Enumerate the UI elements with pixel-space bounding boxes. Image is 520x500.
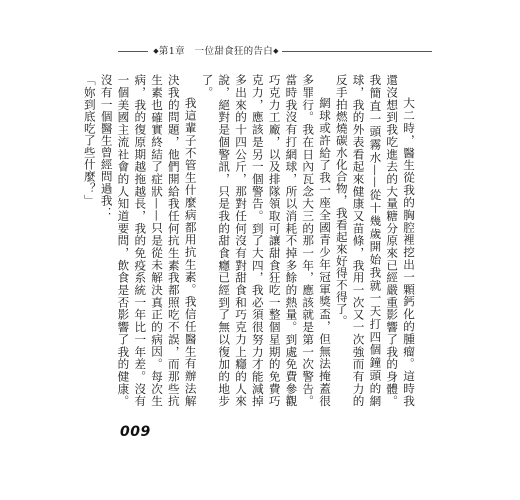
running-header (150, 43, 282, 60)
paragraph-3: 我這輩子不管生什麼病都用抗生素。我信任醫生有辦法解決我的問題，他們開給我任何抗生素我都照吃不誤，而那些抗生素也確實終結了症狀——只是從未解決真正的病因。每次生病，我的復原期越拖越長，我的免疫系統一年比一年差。沒有一個美國主流社會的人知道要問，飲食是否影響了我的健康。沒有一個醫生曾經問過我： (99, 74, 198, 407)
header-diamond-left: ◆ (153, 47, 159, 55)
paragraph-1: 大二時，醫生從我的胸腔裡挖出一顆鈣化的腫瘤。這時我還沒想到我吃進去的大量糖分原來已經嚴重影響了我的身體。我簡直一頭霧水——從十幾歲開始我就一天打四個鐘頭的網球，我的外表看起來健康又苗條，我用一次又一次強而有力的反手拍燃燒碳水化合物，我看起來好得不得了。 (334, 74, 416, 407)
body-text (82, 74, 417, 407)
chapter-title: 第1章 一位甜食狂的告白 (158, 46, 274, 57)
paragraph-2: 網球或許給了我一座全國青少年冠軍獎盃，但無法掩蓋很多罪行。我在日內瓦念大三的那一年，應該就是第一次警告。當時我沒有打網球，所以消耗不掉多餘的熱量。到處免費參觀巧克力工廠，以及排隊領取可讓甜食狂吃一整個星期的免費巧克力，應該是另一個警告。到了大四，我必須很努力才能減掉多出來的十四公斤，那對任何沒有對甜食和巧克力上癮的人來說，絕對是個警訊，只是我的甜食癮已經到了無以復加的地步了。 (200, 74, 333, 407)
header-rule-left (118, 51, 148, 52)
page-number: 009 (120, 424, 151, 440)
quote-line: 「妳到底吃了些什麼？」 (82, 74, 97, 207)
header-diamond-right: ◆ (273, 47, 279, 55)
header-rule-right (282, 51, 432, 52)
